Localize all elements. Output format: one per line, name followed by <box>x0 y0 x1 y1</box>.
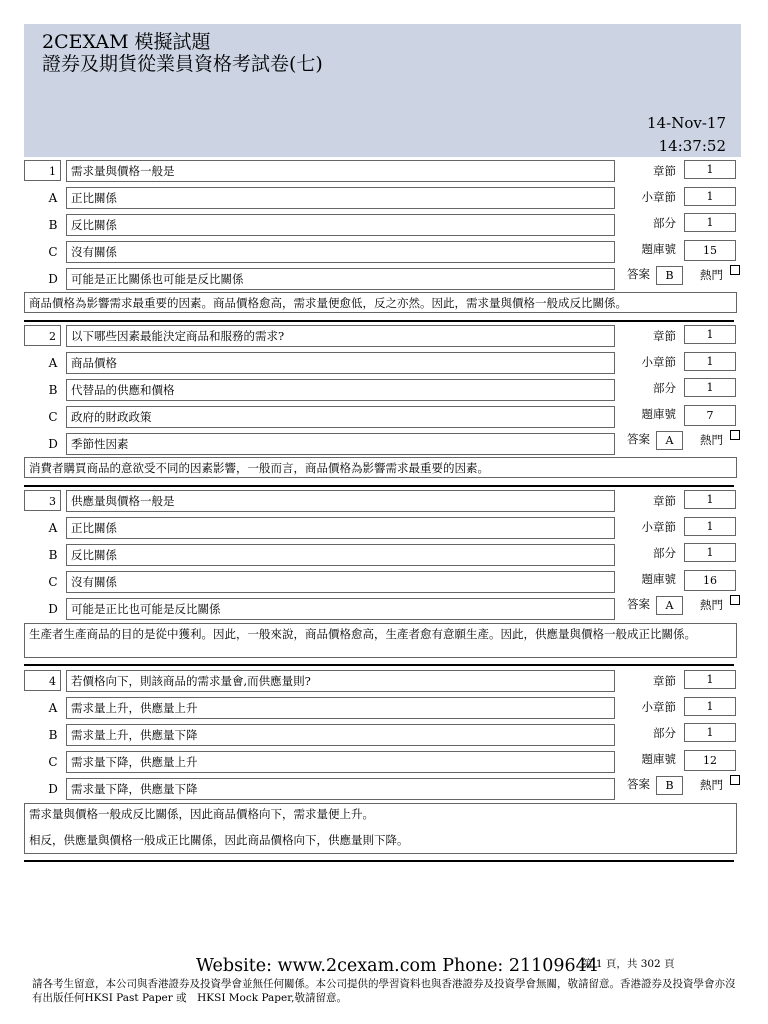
answer-value: B <box>656 776 683 795</box>
subchapter-label: 小章節 <box>641 355 676 369</box>
option-text: 反比關係 <box>66 544 615 566</box>
explanation-text: 消費者購買商品的意欲受不同的因素影響，一般而言，商品價格為影響需求最重要的因素。 <box>29 461 489 475</box>
option-letter: D <box>48 272 58 286</box>
answer-value: A <box>656 431 683 450</box>
hot-label: 熱門 <box>700 778 723 792</box>
part-label: 部分 <box>653 726 676 740</box>
option-letter: D <box>48 602 58 616</box>
bank-no-label: 題庫號 <box>641 242 676 256</box>
question-divider <box>24 320 734 322</box>
hot-checkbox[interactable] <box>730 595 740 605</box>
explanation-box <box>24 623 737 658</box>
hot-label: 熱門 <box>700 433 723 447</box>
question-text: 需求量與價格一般是 <box>66 160 615 182</box>
question-number: 2 <box>24 325 61 346</box>
bank-no-label: 題庫號 <box>641 407 676 421</box>
option-letter: B <box>48 383 58 397</box>
question-number: 4 <box>24 670 61 691</box>
option-text: 可能是正比也可能是反比關係 <box>66 598 615 620</box>
bank-no-value: 15 <box>684 240 736 261</box>
hot-checkbox[interactable] <box>730 430 740 440</box>
part-value: 1 <box>684 378 736 397</box>
question-number: 1 <box>24 160 61 181</box>
subchapter-label: 小章節 <box>641 700 676 714</box>
hot-label: 熱門 <box>700 598 723 612</box>
question-divider <box>24 485 734 487</box>
hot-label: 熱門 <box>700 268 723 282</box>
option-letter: C <box>48 245 58 259</box>
option-text: 反比關係 <box>66 214 615 236</box>
explanation-box <box>24 292 737 313</box>
option-text: 沒有關係 <box>66 571 615 593</box>
answer-label: 答案 <box>627 777 650 791</box>
explanation-box <box>24 457 737 478</box>
question-divider <box>24 860 734 862</box>
answer-value: B <box>656 266 683 285</box>
answer-label: 答案 <box>627 597 650 611</box>
exam-title: 2CEXAM 模擬試題 <box>42 31 211 53</box>
option-text: 需求量上升，供應量下降 <box>66 724 615 746</box>
print-time: 14:37:52 <box>658 137 726 155</box>
explanation-text: 相反，供應量與價格一般成正比關係，因此商品價格向下，供應量則下降。 <box>29 833 409 847</box>
option-text: 可能是正比關係也可能是反比關係 <box>66 268 615 290</box>
option-letter: D <box>48 437 58 451</box>
option-text: 需求量上升，供應量上升 <box>66 697 615 719</box>
option-letter: A <box>48 356 58 370</box>
option-letter: A <box>48 521 58 535</box>
part-label: 部分 <box>653 216 676 230</box>
footer-contact: Website: www.2cexam.com Phone: 21109644 <box>196 956 598 976</box>
chapter-label: 章節 <box>653 674 676 688</box>
bank-no-label: 題庫號 <box>641 752 676 766</box>
option-letter: B <box>48 218 58 232</box>
subchapter-value: 1 <box>684 352 736 371</box>
option-letter: C <box>48 575 58 589</box>
option-text: 季節性因素 <box>66 433 615 455</box>
option-letter: B <box>48 728 58 742</box>
bank-no-value: 7 <box>684 405 736 426</box>
print-date: 14-Nov-17 <box>647 114 726 132</box>
option-letter: D <box>48 782 58 796</box>
option-text: 需求量下降，供應量下降 <box>66 778 615 800</box>
answer-label: 答案 <box>627 267 650 281</box>
explanation-box <box>24 803 737 854</box>
bank-no-value: 12 <box>684 750 736 771</box>
option-letter: A <box>48 191 58 205</box>
chapter-value: 1 <box>684 160 736 179</box>
option-text: 沒有關係 <box>66 241 615 263</box>
part-label: 部分 <box>653 546 676 560</box>
question-text: 供應量與價格一般是 <box>66 490 615 512</box>
footer-disclaimer: 請各考生留意，本公司與香港證券及投資學會並無任何關係。本公司提供的學習資料也與香港證券及投資學會無關，敬請留意。香港證券及投資學會亦沒有出版任何HKSI Past Paper 或 HKSI Mock Paper,敬請留意。 <box>32 978 736 1004</box>
option-text: 代替品的供應和價格 <box>66 379 615 401</box>
chapter-value: 1 <box>684 670 736 689</box>
option-text: 政府的財政政策 <box>66 406 615 428</box>
subchapter-value: 1 <box>684 187 736 206</box>
chapter-label: 章節 <box>653 494 676 508</box>
subchapter-label: 小章節 <box>641 190 676 204</box>
header-banner <box>24 24 741 157</box>
exam-subtitle: 證券及期貨從業員資格考試卷(七) <box>42 53 323 75</box>
question-number: 3 <box>24 490 61 511</box>
part-label: 部分 <box>653 381 676 395</box>
question-text: 以下哪些因素最能決定商品和服務的需求? <box>66 325 615 347</box>
chapter-label: 章節 <box>653 329 676 343</box>
hot-checkbox[interactable] <box>730 775 740 785</box>
option-text: 商品價格 <box>66 352 615 374</box>
hot-checkbox[interactable] <box>730 265 740 275</box>
part-value: 1 <box>684 723 736 742</box>
part-value: 1 <box>684 213 736 232</box>
answer-label: 答案 <box>627 432 650 446</box>
option-letter: C <box>48 410 58 424</box>
explanation-text: 商品價格為影響需求最重要的因素。商品價格愈高，需求量便愈低，反之亦然。因此，需求量與價格一般成反比關係。 <box>29 296 627 310</box>
part-value: 1 <box>684 543 736 562</box>
option-text: 正比關係 <box>66 517 615 539</box>
option-letter: B <box>48 548 58 562</box>
subchapter-value: 1 <box>684 697 736 716</box>
explanation-text: 生產者生產商品的目的是從中獲利。因此，一般來說，商品價格愈高，生產者愈有意願生產。因此，供應量與價格一般成正比關係。 <box>29 627 696 641</box>
bank-no-label: 題庫號 <box>641 572 676 586</box>
question-divider <box>24 664 734 666</box>
explanation-text: 需求量與價格一般成反比關係，因此商品價格向下，需求量便上升。 <box>29 807 374 821</box>
subchapter-value: 1 <box>684 517 736 536</box>
answer-value: A <box>656 596 683 615</box>
option-letter: A <box>48 701 58 715</box>
question-text: 若價格向下，則該商品的需求量會,而供應量則? <box>66 670 615 692</box>
subchapter-label: 小章節 <box>641 520 676 534</box>
chapter-label: 章節 <box>653 164 676 178</box>
option-text: 需求量下降，供應量上升 <box>66 751 615 773</box>
page-indicator: 第 1 頁，共 302 頁 <box>582 958 675 970</box>
bank-no-value: 16 <box>684 570 736 591</box>
option-letter: C <box>48 755 58 769</box>
option-text: 正比關係 <box>66 187 615 209</box>
chapter-value: 1 <box>684 325 736 344</box>
chapter-value: 1 <box>684 490 736 509</box>
